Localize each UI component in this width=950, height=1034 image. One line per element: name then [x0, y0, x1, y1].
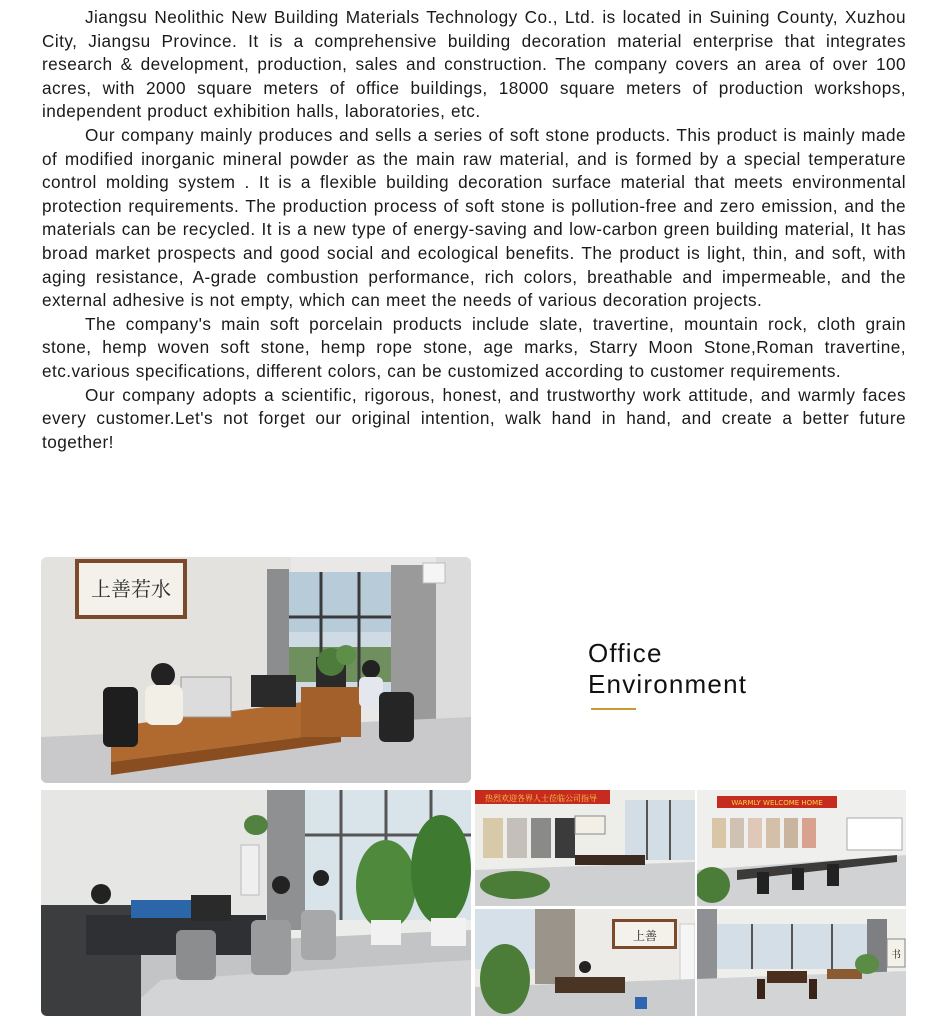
intro-paragraph-2: Our company mainly produces and sells a series of soft stone products. This product is mainly made of modified inorganic mineral powder as the main raw material, and is formed by a special temperature control molding system . It is a flexible building decoration surface material that meets environmental protection requirements. The production process of soft stone is pollution-free and zero emission, and the materials can be recycled. It is a new type of energy-saving and low-carbon green building material, It has broad market prospects and good social and ecological benefits. The product is light, thin, and soft, with aging resistance, A-grade combustion performance, rich colors, breathable and impermeable, and the external adhesive is not empty, which can meet the needs of various decoration projects.: [42, 124, 906, 311]
banner-text: 热烈欢迎各界人士莅临公司指导: [485, 794, 597, 803]
calligraphy-text: 上善: [632, 929, 658, 943]
title-accent-rule: [591, 708, 636, 710]
intro-paragraph-1: Jiangsu Neolithic New Building Materials Technology Co., Ltd. is located in Suining County, Xuzhou City, Jiangsu Province. It is a comprehensive building decoration material enterprise that integrates research & development, production, sales and construction. The company covers an area of over 100 acres, with 2000 square meters of office buildings, 18000 square meters of production workshops, independent product exhibition halls, laboratories, etc.: [42, 7, 906, 122]
section-title-line-1: Office: [588, 638, 663, 668]
intro-paragraph-4: Our company adopts a scientific, rigorous, honest, and trustworthy work attitude, and warmly faces every customer.Let's not forget our original intention, walk hand in hand, and create a better future together!: [42, 384, 906, 452]
intro-paragraph-3: The company's main soft porcelain products include slate, travertine, mountain rock, cloth grain stone, hemp woven soft stone, hemp rope stone, age marks, Starry Moon Stone,Roman travertine, etc.various specifications, different colors, can be customized according to customer requirements.: [42, 313, 906, 381]
office-photo-open-plan: [41, 790, 471, 1016]
banner-text: WARMLY WELCOME HOME: [731, 799, 823, 807]
calligraphy-text: 上善若水: [91, 577, 171, 601]
office-photo-lounge: [697, 909, 906, 1016]
section-title: [588, 638, 848, 700]
company-introduction: [42, 6, 906, 454]
section-title-line-2: Environment: [588, 669, 748, 699]
office-photo-showroom: [475, 790, 695, 906]
office-photo-manager-office: [475, 909, 695, 1016]
office-photo-meeting-room: [697, 790, 906, 906]
calligraphy-text: 书: [891, 950, 901, 961]
office-photo-main: [41, 557, 471, 783]
